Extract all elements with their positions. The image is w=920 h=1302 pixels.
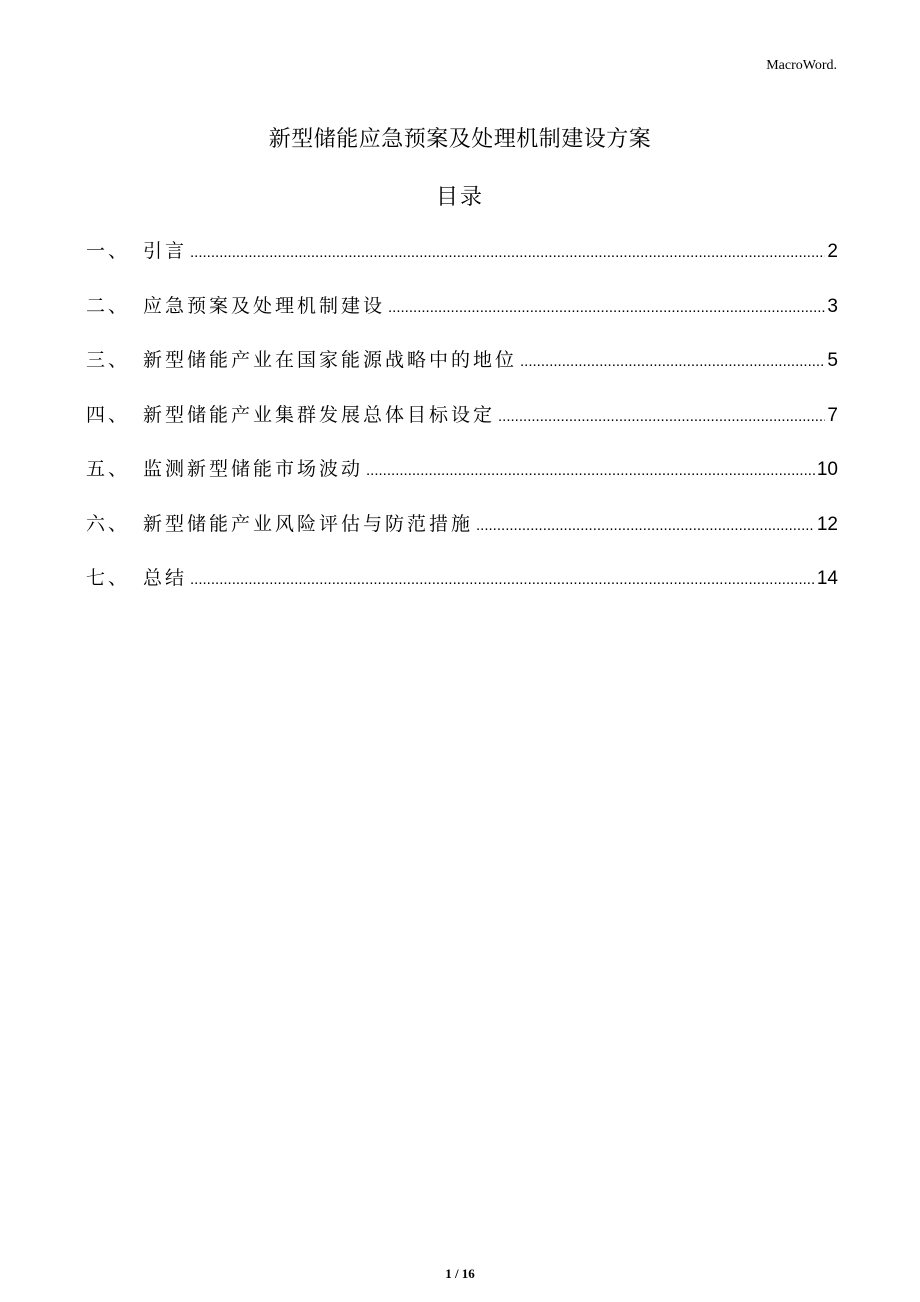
toc-entry-number: 六、 (86, 512, 131, 535)
toc-entry-number: 一、 (86, 240, 131, 262)
toc-heading: 目录 (435, 185, 484, 210)
toc-entry-title: 引言 (143, 240, 188, 262)
toc-entry-page: 12 (816, 513, 838, 535)
toc-entry-number: 三、 (86, 349, 131, 371)
toc-dot-leader (190, 244, 825, 261)
toc-dot-leader (190, 571, 815, 588)
toc-entry-page: 7 (827, 404, 838, 426)
toc-entry-page: 5 (827, 350, 838, 371)
toc-entry-number: 二、 (86, 294, 131, 317)
toc-entry-title: 总结 (143, 567, 188, 589)
header-brand: MacroWord. (766, 58, 837, 73)
toc-entry-title: 新型储能产业风险评估与防范措施 (143, 512, 474, 535)
toc-entry-number: 七、 (86, 567, 131, 589)
toc-entry-3[interactable] (86, 345, 838, 400)
toc-entry-7[interactable] (86, 563, 838, 618)
toc-entry-title: 新型储能产业在国家能源战略中的地位 (143, 349, 518, 371)
toc-entry-2[interactable] (86, 291, 838, 346)
toc-dot-leader (520, 353, 825, 370)
document-title: 新型储能应急预案及处理机制建设方案 (268, 127, 652, 152)
toc-entry-5[interactable] (86, 454, 838, 509)
toc-entry-title: 应急预案及处理机制建设 (143, 294, 386, 317)
toc-entry-1[interactable] (86, 236, 838, 291)
toc-entry-title: 新型储能产业集群发展总体目标设定 (143, 403, 496, 426)
toc-entry-title: 监测新型储能市场波动 (143, 458, 364, 480)
toc-entry-number: 四、 (86, 403, 131, 426)
toc-dot-leader (498, 408, 825, 425)
toc-entry-page: 10 (816, 459, 838, 480)
toc-dot-leader (366, 462, 815, 479)
table-of-contents (86, 236, 838, 618)
toc-dot-leader (476, 517, 815, 534)
page-indicator: 1 / 16 (445, 1266, 475, 1281)
toc-entry-page: 2 (827, 241, 838, 262)
toc-entry-6[interactable] (86, 509, 838, 564)
toc-entry-number: 五、 (86, 458, 131, 480)
toc-entry-page: 14 (816, 568, 838, 589)
toc-entry-4[interactable] (86, 400, 838, 455)
toc-entry-page: 3 (827, 295, 838, 317)
toc-dot-leader (388, 299, 825, 316)
